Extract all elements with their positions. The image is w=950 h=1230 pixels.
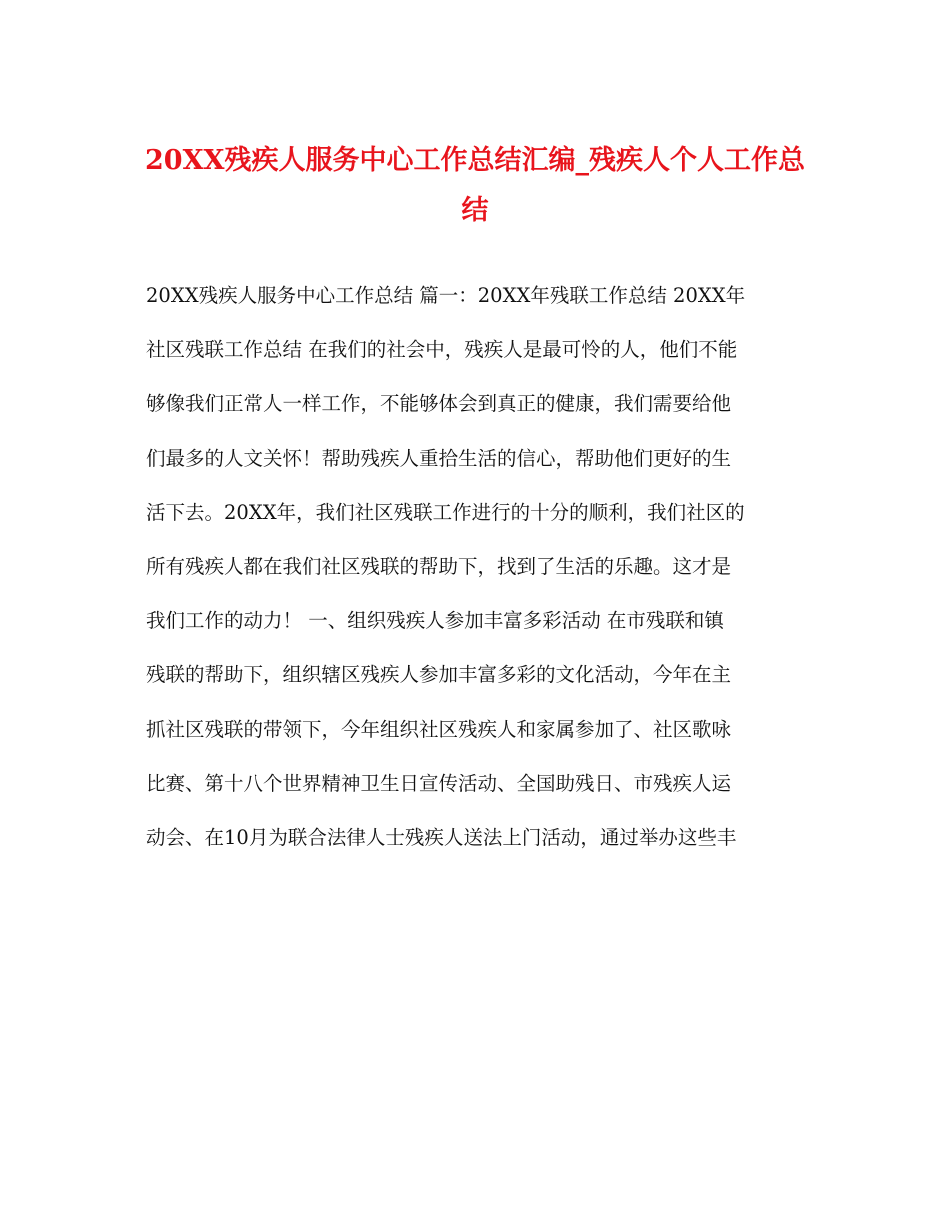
body-line: 动会、在10月为联合法律人士残疾人送法上门活动，通过举办这些丰 (146, 825, 737, 849)
body-line: 活下去。20XX年，我们社区残联工作进行的十分的顺利，我们社区的 (146, 500, 745, 524)
body-line: 社区残联工作总结 在我们的社会中，残疾人是最可怜的人，他们不能 (146, 338, 738, 362)
body-line: 残联的帮助下，组织辖区残疾人参加丰富多彩的文化活动，今年在主 (146, 663, 732, 687)
title-line: 结 (461, 195, 489, 226)
body-line: 所有残疾人都在我们社区残联的帮助下，找到了生活的乐趣。这才是 (146, 554, 732, 578)
body-line: 比赛、第十八个世界精神卫生日宣传活动、全国助残日、市残疾人运 (146, 771, 732, 795)
body-line: 们最多的人文关怀！帮助残疾人重拾生活的信心，帮助他们更好的生 (146, 446, 732, 470)
title-line: 20XX残疾人服务中心工作总结汇编_残疾人个人工作总 (145, 145, 805, 176)
body-line: 我们工作的动力！ 一、组织残疾人参加丰富多彩活动 在市残联和镇 (146, 609, 724, 633)
body-line: 够像我们正常人一样工作，不能够体会到真正的健康，我们需要给他 (146, 392, 732, 416)
document-body (146, 276, 806, 872)
body-line: 抓社区残联的带领下，今年组织社区残疾人和家属参加了、社区歌咏 (146, 717, 732, 741)
body-line: 20XX残疾人服务中心工作总结 篇一：20XX年残联工作总结 20XX年 (146, 284, 746, 307)
document-title (140, 136, 810, 236)
